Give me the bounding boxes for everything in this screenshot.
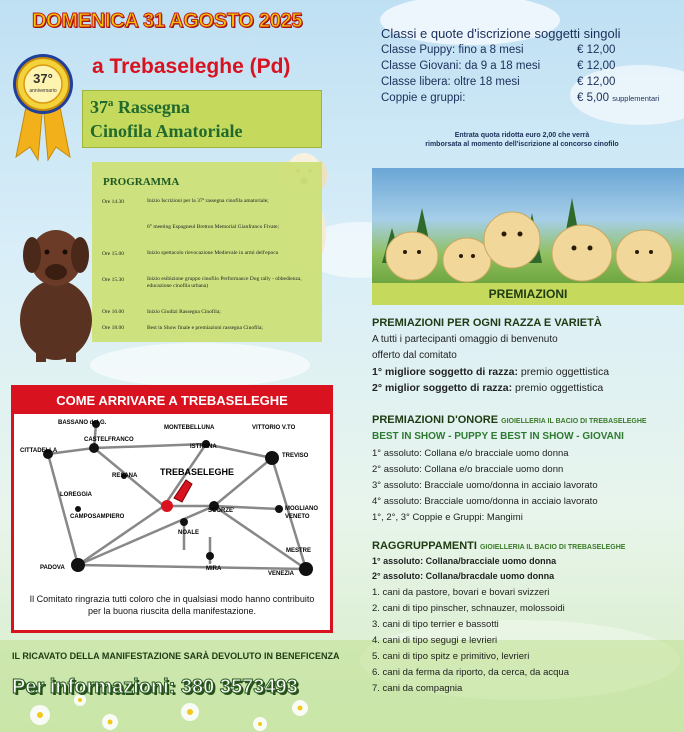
fee-price: € 12,00: [577, 60, 616, 72]
group-line: 7. cani da compagnia: [372, 683, 463, 694]
map-label: NOALE: [178, 530, 199, 536]
fees-title: Classi e quote d'iscrizione soggetti singoli: [381, 26, 621, 41]
map-label: MOGLIANO VENETO: [285, 506, 318, 520]
map-label: RESANA: [112, 473, 138, 479]
programma-text: Best in Show finale e premiazioni rassegna Cinofila;: [147, 325, 263, 331]
programma-text: 6° meeting Espagneul Bretton Memorial Gianfranco Fivate;: [147, 224, 280, 230]
road-map-graphic: [14, 414, 330, 590]
map-label: PADOVA: [40, 565, 65, 571]
programma-time: Ore 18.00: [102, 325, 124, 331]
razza-line: A tutti i partecipanti omaggio di benvenuto: [372, 334, 558, 345]
programma-text: Inizio Iscrizioni per la 37ª rassegna cinofila amatoriale;: [147, 198, 269, 204]
raggruppamenti-bold-line: 1° assoluto: Collana/bracciale uomo donna: [372, 556, 557, 566]
event-date-title: DOMENICA 31 AGOSTO 2025: [32, 10, 303, 32]
fee-row: [381, 76, 681, 90]
programma-time: Ore 15.30: [102, 277, 124, 283]
razza-line: 1° migliore soggetto di razza: premio oggettistica: [372, 366, 610, 378]
programma-text: Inizio Giudizi Rassegna Cinofila;: [147, 309, 221, 315]
group-line: 1. cani da pastore, bovari e bovari svizzeri: [372, 587, 550, 598]
anniversary-badge: [8, 52, 78, 162]
fee-label: Classe libera: oltre 18 mesi: [381, 76, 520, 88]
fee-price: € 12,00: [577, 44, 616, 56]
fee-label: Classe Puppy: fino a 8 mesi: [381, 44, 524, 56]
thanks-note: Il Comitato ringrazia tutti coloro che in qualsiasi modo hanno contribuito per la buona riuscita della manifestazione.: [29, 594, 315, 616]
entry-fee-note: Entrata quota ridotta euro 2,00 che verrà rimborsata al momento dell'iscrizione al concorso cinofilo: [425, 132, 619, 148]
onore-line: 3° assoluto: Bracciale uomo/donna in acciaio lavorato: [372, 480, 598, 491]
charity-note: IL RICAVATO DELLA MANIFESTAZIONE SARÀ DEVOLUTO IN BENEFICENZA: [12, 651, 340, 661]
programma-text: Inizio spettacolo rievocazione Medievale in armi dell'epoca: [147, 250, 279, 256]
razza-title: PREMIAZIONI PER OGNI RAZZA E VARIETÀ: [372, 317, 602, 329]
directions-title: COME ARRIVARE A TREBASELEGHE: [14, 388, 330, 414]
map-label: CASTELFRANCO: [84, 437, 134, 443]
group-line: 4. cani di tipo segugi e levrieri: [372, 635, 498, 646]
premiazioni-bar: PREMIAZIONI: [372, 283, 684, 305]
group-line: 3. cani di tipo terrier e bassotti: [372, 619, 499, 630]
programma-title: PROGRAMMA: [103, 176, 180, 188]
programma-time: Ore 15.00: [102, 251, 124, 257]
best-in-show: BEST IN SHOW - PUPPY E BEST IN SHOW - GIOVANI: [372, 431, 624, 442]
map-label: SCORZE': [208, 508, 235, 514]
fee-row: [381, 92, 681, 106]
programma-time: Ore 16.00: [102, 309, 124, 315]
map-label: MIRA: [206, 566, 222, 572]
contact-info: Per informazioni: 380 3573493: [12, 676, 298, 698]
puppies-photo: [372, 168, 684, 283]
fee-label: Coppie e gruppi:: [381, 92, 466, 104]
fee-row: [381, 60, 681, 74]
onore-line: 1°, 2°, 3° Coppie e Gruppi: Mangimi: [372, 512, 523, 523]
map-label: CAMPOSAMPIERO: [70, 514, 125, 520]
brown-labrador-illustration: [12, 210, 98, 365]
onore-line: 4° assoluto: Bracciale uomo/donna in acciaio lavorato: [372, 496, 598, 507]
puppies-illustration: [372, 168, 684, 283]
programma-time: Ore 14.30: [102, 199, 124, 205]
badge-number: 37°: [33, 71, 53, 86]
group-line: 5. cani di tipo spitz e primitivo, levrieri: [372, 651, 530, 662]
group-line: 2. cani di tipo pinscher, schnauzer, molossoidi: [372, 603, 565, 614]
map-label: BASSANO del G.: [58, 420, 107, 426]
raggruppamenti-bold-line: 2° assoluto: Collana/bracdale uomo donna: [372, 571, 555, 581]
raggruppamenti-title: RAGGRUPPAMENTI GIOIELLERIA IL BACIO DI TREBASELEGHE: [372, 540, 626, 552]
event-city-title: a Trebaseleghe (Pd): [92, 55, 291, 78]
fee-price: € 5,00 supplementari: [577, 92, 660, 104]
map-label: TREVISO: [282, 453, 309, 459]
map-label-trebaseleghe: TREBASELEGHE: [160, 467, 235, 477]
onore-title: PREMIAZIONI D'ONORE GIOIELLERIA IL BACIO DI TREBASELEGHE: [372, 414, 647, 426]
onore-line: 2° assoluto: Collana e/o bracciale uomo donn: [372, 464, 564, 475]
map-label: MESTRE: [286, 548, 312, 554]
fee-price: € 12,00: [577, 76, 616, 88]
onore-line: 1° assoluto: Collana e/o bracciale uomo donna: [372, 448, 569, 459]
map-label: VITTORIO V.TO: [252, 425, 296, 431]
map-label: VENEZIA: [268, 571, 295, 577]
razza-line: 2° miglior soggetto di razza: premio oggettistica: [372, 382, 604, 394]
rassegna-title-line1: 37ª Rassegna: [90, 97, 190, 117]
rassegna-title-line2: Cinofila Amatoriale: [90, 121, 243, 141]
badge-label: anniversario: [29, 88, 57, 94]
programma-text: Inizio esibizione gruppo cinofilo Performance Dog rally - obbedienza, educazione cinofila urbana): [147, 276, 302, 289]
group-line: 6. cani da ferma da riporto, da cerca, da acqua: [372, 667, 569, 678]
map-label: ISTRANA: [190, 444, 217, 450]
razza-line: offerto dal comitato: [372, 350, 457, 361]
map-label: CITTADELLA: [20, 448, 58, 454]
map-label: LOREGGIA: [60, 492, 93, 498]
fee-row: [381, 44, 681, 58]
map-label: MONTEBELLUNA: [164, 425, 215, 431]
fee-label: Classe Giovani: da 9 a 18 mesi: [381, 60, 541, 72]
rosette-icon: [8, 52, 78, 162]
